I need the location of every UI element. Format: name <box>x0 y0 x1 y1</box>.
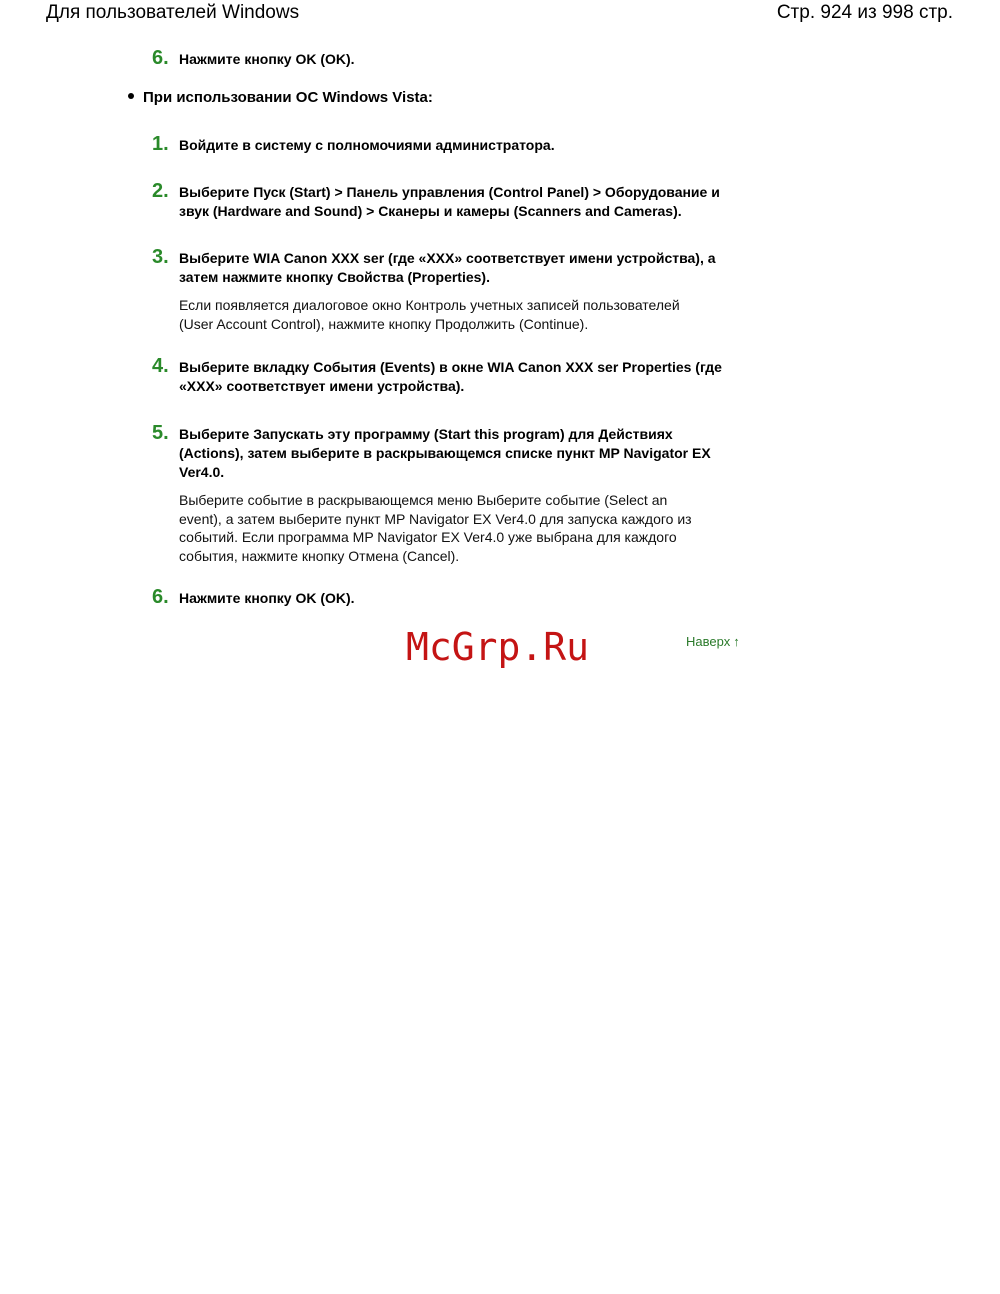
step-6-previous <box>152 47 742 69</box>
step-text-line: «XXX» соответствует имени устройства). <box>179 378 465 394</box>
step-text: Нажмите кнопку OK (OK). <box>179 51 355 67</box>
step-6 <box>152 586 742 608</box>
step-text-line: Выберите Запускать эту программу (Start this program) для Действиях <box>179 426 673 442</box>
step-text-line: Выберите Пуск (Start) > Панель управления (Control Panel) > Оборудование и <box>179 184 720 200</box>
step-text-line: Выберите вкладку События (Events) в окне WIA Canon XXX ser Properties (где <box>179 359 722 375</box>
page-counter: Стр. 924 из 998 стр. <box>776 2 953 23</box>
step-note-line: Выберите событие в раскрывающемся меню Выберите событие (Select an <box>179 492 668 508</box>
step-note-line: event), а затем выберите пункт MP Navigator EX Ver4.0 для запуска каждого из <box>179 510 692 527</box>
step-text-line: Выберите WIA Canon XXX ser (где «XXX» соответствует имени устройства), а <box>179 250 716 266</box>
step-3 <box>152 246 742 333</box>
step-note-line: Если появляется диалоговое окно Контроль учетных записей пользователей <box>179 297 680 313</box>
section-heading <box>128 89 433 106</box>
section-title: При использовании ОС Windows Vista: <box>143 89 433 106</box>
step-text-line: Ver4.0. <box>179 464 225 480</box>
step-number: 1. <box>152 133 169 155</box>
step-note-line: (User Account Control), нажмите кнопку Продолжить (Continue). <box>179 315 589 332</box>
back-to-top-link[interactable] <box>686 634 740 649</box>
step-number: 6. <box>152 586 169 608</box>
step-5 <box>152 422 742 565</box>
step-text-line: Войдите в систему с полномочиями администратора. <box>179 137 555 153</box>
step-number: 3. <box>152 246 169 268</box>
watermark-logo: McGrp.Ru <box>406 625 590 669</box>
step-number: 2. <box>152 180 169 202</box>
step-1 <box>152 133 742 155</box>
step-note-line: событий. Если программа MP Navigator EX Ver4.0 уже выбрана для каждого <box>179 529 677 545</box>
step-text-line: Нажмите кнопку OK (OK). <box>179 590 355 606</box>
up-arrow-icon: ↑ <box>733 634 740 649</box>
step-note-line: события, нажмите кнопку Отмена (Cancel). <box>179 547 460 564</box>
step-note <box>179 491 742 565</box>
step-4 <box>152 355 742 396</box>
step-text-line: (Actions), затем выберите в раскрывающемся списке пункт MP Navigator EX <box>179 445 711 461</box>
step-text-line: затем нажмите кнопку Свойства (Properties). <box>179 269 490 285</box>
page-header-title: Для пользователей Windows <box>46 2 300 23</box>
back-to-top-label: Наверх <box>686 634 731 649</box>
step-2 <box>152 180 742 221</box>
bullet-icon <box>128 93 134 99</box>
step-number: 4. <box>152 355 169 377</box>
step-number: 5. <box>152 422 169 444</box>
step-text-line: звук (Hardware and Sound) > Сканеры и камеры (Scanners and Cameras). <box>179 203 682 219</box>
step-note <box>179 296 742 333</box>
step-number: 6. <box>152 47 169 69</box>
